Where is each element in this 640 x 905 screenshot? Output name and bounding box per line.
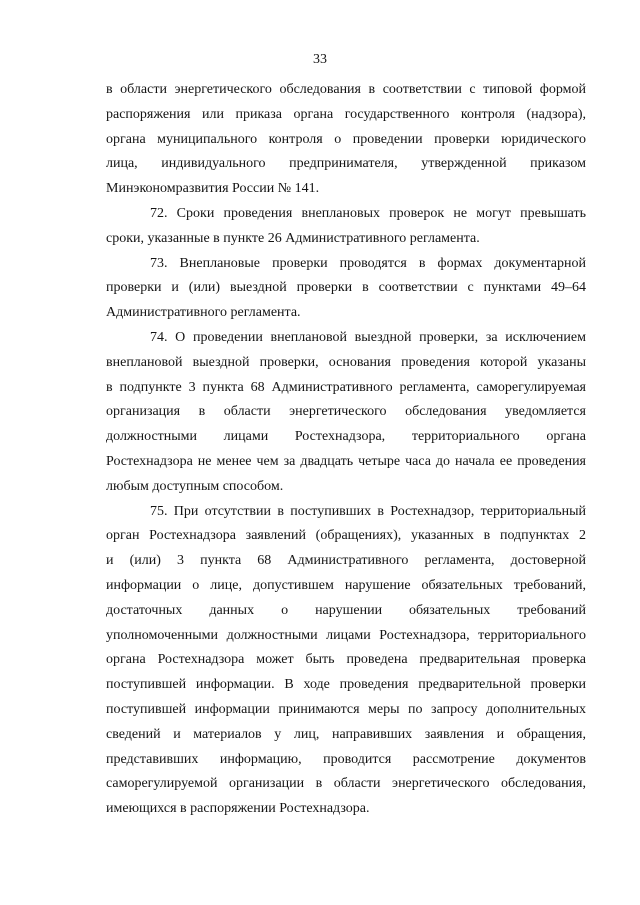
- text-line: внеплановой выездной проверки, основания проведения которой указаны: [106, 354, 586, 370]
- text-line: Ростехнадзора не менее чем за двадцать четыре часа до начала ее проведения: [106, 453, 586, 469]
- paragraph-75: [106, 500, 586, 822]
- text-line: в области энергетического обследования в соответствии с типовой формой: [106, 82, 586, 97]
- page-number: 33: [313, 52, 327, 67]
- text-line: информации о лице, допустившем нарушение обязательных требований,: [106, 577, 586, 593]
- text-line: лица, индивидуального предпринимателя, утвержденной приказом: [106, 156, 586, 172]
- text-line: сведений и материалов у лиц, направивших заявления и обращения,: [106, 726, 586, 742]
- text-line: 72. Сроки проведения внеплановых проверок не могут превышать: [150, 205, 586, 221]
- text-line: организация в области энергетического обследования уведомляется: [106, 404, 586, 420]
- text-line: органа муниципального контроля о проведении проверки юридического: [106, 131, 586, 147]
- text-line: 73. Внеплановые проверки проводятся в формах документарной: [150, 255, 586, 271]
- paragraph-73: [106, 252, 586, 326]
- text-line: Минэкономразвития России № 141.: [106, 181, 320, 197]
- text-line: и (или) 3 пункта 68 Административного регламента, достоверной: [106, 553, 586, 569]
- paragraph-72: [106, 202, 586, 252]
- text-line: распоряжения или приказа органа государственного контроля (надзора),: [106, 106, 586, 122]
- text-line: уполномоченными должностными лицами Ростехнадзора, территориального: [106, 627, 586, 643]
- text-line: поступившей информации. В ходе проведения предварительной проверки: [106, 677, 586, 693]
- text-line: достаточных данных о нарушении обязательных требований: [106, 602, 586, 618]
- text-line: органа Ростехнадзора может быть проведена предварительная проверка: [106, 652, 586, 668]
- text-line: Административного регламента.: [106, 305, 301, 321]
- text-line: в подпункте 3 пункта 68 Административного регламента, саморегулируемая: [106, 379, 586, 395]
- document-body: [106, 78, 586, 822]
- paragraph-74: [106, 326, 586, 500]
- text-line: поступившей информации принимаются меры по запросу дополнительных: [106, 701, 586, 717]
- text-line: сроки, указанные в пункте 26 Административного регламента.: [106, 230, 480, 246]
- text-line: проверки и (или) выездной проверки в соответствии с пунктами 49–64: [106, 280, 586, 296]
- text-line: саморегулируемой организации в области энергетического обследования,: [106, 776, 586, 792]
- text-line: должностными лицами Ростехнадзора, территориального органа: [106, 429, 586, 445]
- text-line: 74. О проведении внеплановой выездной проверки, за исключением: [150, 329, 586, 345]
- text-line: любым доступным способом.: [106, 478, 284, 494]
- text-line: орган Ростехнадзора заявлений (обращениях), указанных в подпунктах 2: [106, 528, 586, 544]
- text-line: 75. При отсутствии в поступивших в Ростехнадзор, территориальный: [150, 503, 586, 519]
- text-line: имеющихся в распоряжении Ростехнадзора.: [106, 801, 370, 817]
- text-line: представивших информацию, проводится рассмотрение документов: [106, 751, 586, 767]
- paragraph-continuation: [106, 78, 586, 202]
